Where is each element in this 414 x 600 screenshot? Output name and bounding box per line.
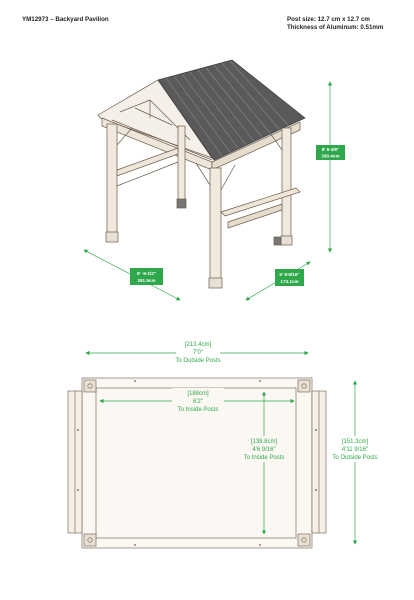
inside-depth-imperial: 4'6 9/16" bbox=[252, 447, 276, 453]
plan-post bbox=[298, 380, 310, 392]
outside-depth-imperial: 4'11 9/16" bbox=[341, 447, 369, 453]
outside-width-metric: [213.4cm] bbox=[184, 342, 212, 348]
post-front-left bbox=[107, 124, 117, 234]
inside-width-imperial: 6'2" bbox=[193, 399, 203, 405]
inside-depth-metric: [138.8cm] bbox=[250, 439, 278, 445]
inside-depth-text: To Inside Posts bbox=[243, 455, 285, 461]
inside-width-label bbox=[172, 388, 224, 414]
depth-badge bbox=[275, 269, 304, 286]
plan-post bbox=[298, 534, 310, 546]
outside-width-imperial: 7'0" bbox=[193, 350, 203, 356]
post-base bbox=[209, 278, 222, 288]
post-front-right bbox=[210, 168, 221, 280]
inside-width-metric: [188cm] bbox=[187, 391, 209, 397]
outside-depth-metric: [151.3cm] bbox=[341, 439, 369, 445]
height-badge bbox=[316, 145, 345, 160]
inside-depth-label bbox=[240, 436, 288, 462]
post-base bbox=[281, 236, 292, 245]
bar-counter-left bbox=[117, 148, 178, 176]
outside-depth-label bbox=[329, 436, 381, 462]
outside-width-text: To Outside Posts bbox=[175, 358, 221, 364]
width-badge bbox=[130, 268, 163, 285]
depth-metric: 174.1cm bbox=[280, 279, 299, 284]
height-metric: 260.4cm bbox=[321, 153, 340, 159]
model-title: YM12973 – Backyard Pavilion bbox=[22, 16, 109, 23]
plan-post bbox=[84, 380, 96, 392]
outside-width-label bbox=[175, 339, 220, 366]
height-imperial: 8' 6-3/8" bbox=[321, 147, 340, 152]
pavilion-illustration bbox=[98, 60, 305, 288]
width-imperial: 8' -6-1/2" bbox=[136, 271, 157, 276]
post-base bbox=[274, 237, 281, 245]
inside-width-text: To Inside Posts bbox=[177, 407, 219, 413]
outside-depth-text: To Outside Posts bbox=[332, 455, 378, 461]
post-base bbox=[106, 232, 118, 242]
depth-imperial: 5' 8-9/16" bbox=[279, 272, 300, 277]
plan-post bbox=[84, 534, 96, 546]
post-back-left bbox=[178, 126, 185, 200]
post-size-text: Post size: 12.7 cm x 12.7 cm bbox=[287, 16, 370, 23]
post-base bbox=[177, 199, 186, 208]
width-metric: 261.5cm bbox=[137, 278, 156, 283]
post-back-right bbox=[282, 128, 291, 238]
thickness-text: Thickness of Aluminum: 0.51mm bbox=[287, 24, 384, 31]
